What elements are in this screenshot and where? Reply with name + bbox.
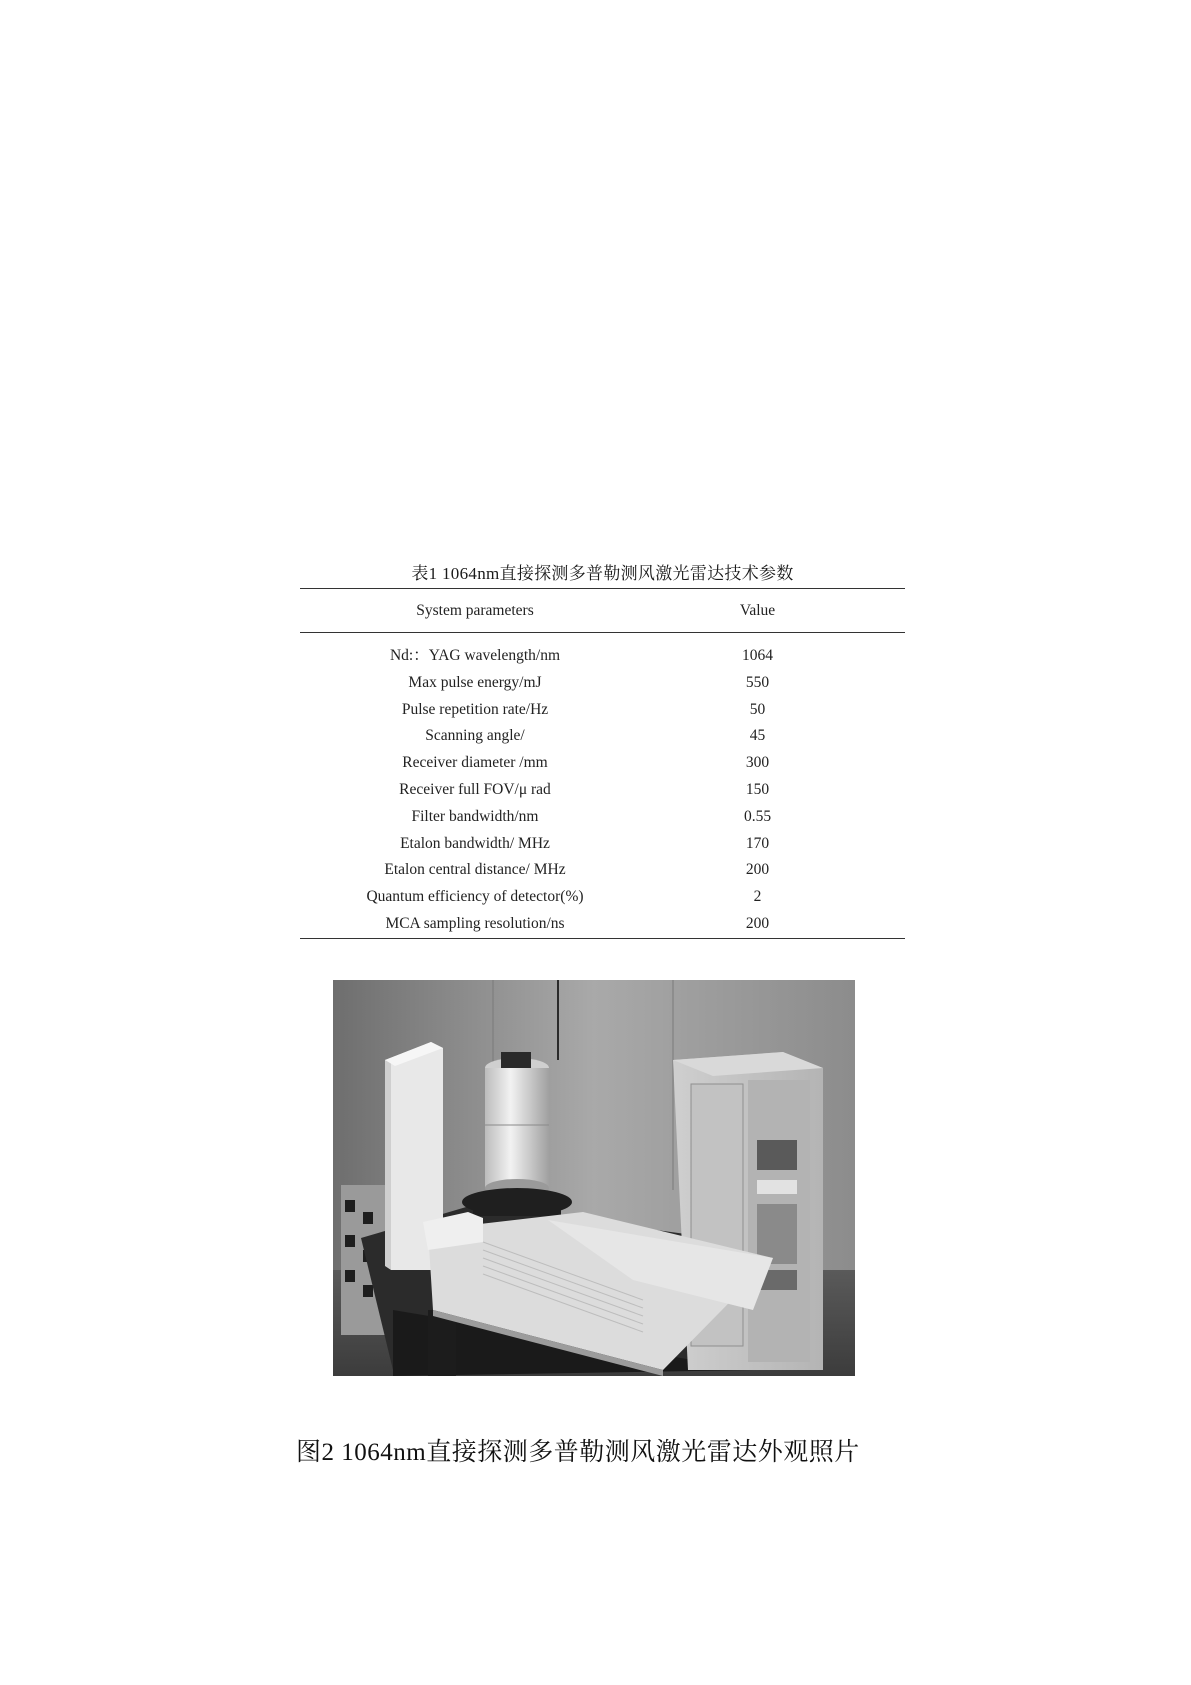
- table-row: [300, 911, 905, 938]
- param-name: Quantum efficiency of detector(%): [366, 888, 584, 906]
- param-name: Receiver full FOV/μ rad: [399, 780, 551, 798]
- param-value: 200: [745, 861, 770, 879]
- header-value: Value: [739, 601, 776, 619]
- param-value: 0.55: [743, 807, 772, 825]
- table-row: [300, 670, 905, 697]
- param-value: 170: [745, 834, 770, 852]
- parameters-table-block: [300, 560, 905, 939]
- header-system-parameters: System parameters: [416, 601, 534, 619]
- param-value: 2: [753, 888, 762, 906]
- table-row: [300, 723, 905, 750]
- param-name: Etalon bandwidth/ MHz: [400, 834, 550, 852]
- table-row: [300, 857, 905, 884]
- param-name: Max pulse energy/mJ: [408, 673, 542, 691]
- param-name: Filter bandwidth/nm: [411, 807, 539, 825]
- table-bottom-rule: [300, 938, 905, 939]
- table-caption: 表1 1064nm直接探测多普勒测风激光雷达技术参数: [411, 564, 794, 583]
- parameters-table-body: [300, 633, 905, 938]
- table-row: [300, 750, 905, 777]
- param-name: MCA sampling resolution/ns: [385, 914, 565, 932]
- param-name: Etalon central distance/ MHz: [384, 861, 566, 879]
- param-value: 45: [749, 727, 766, 745]
- param-name: Pulse repetition rate/Hz: [401, 700, 549, 718]
- table-row: [300, 804, 905, 831]
- table-row: [300, 777, 905, 804]
- param-value: 300: [745, 754, 770, 772]
- table-row: [300, 697, 905, 724]
- table-header-row: [300, 589, 905, 632]
- figure-caption: 图2 1064nm直接探测多普勒测风激光雷达外观照片: [296, 1439, 860, 1466]
- param-value: 150: [745, 780, 770, 798]
- param-value: 200: [745, 914, 770, 932]
- table-row: [300, 831, 905, 858]
- lidar-system-photo: [333, 980, 855, 1376]
- table-row: [300, 884, 905, 911]
- param-name: Nd:：YAG wavelength/nm: [389, 647, 561, 664]
- table-row: [300, 643, 905, 670]
- param-name: Receiver diameter /mm: [402, 754, 548, 772]
- param-value: 1064: [742, 647, 773, 664]
- param-name: Scanning angle/: [425, 727, 525, 745]
- param-value: 550: [745, 673, 770, 691]
- param-value: 50: [749, 700, 766, 718]
- parameters-table: [300, 589, 905, 632]
